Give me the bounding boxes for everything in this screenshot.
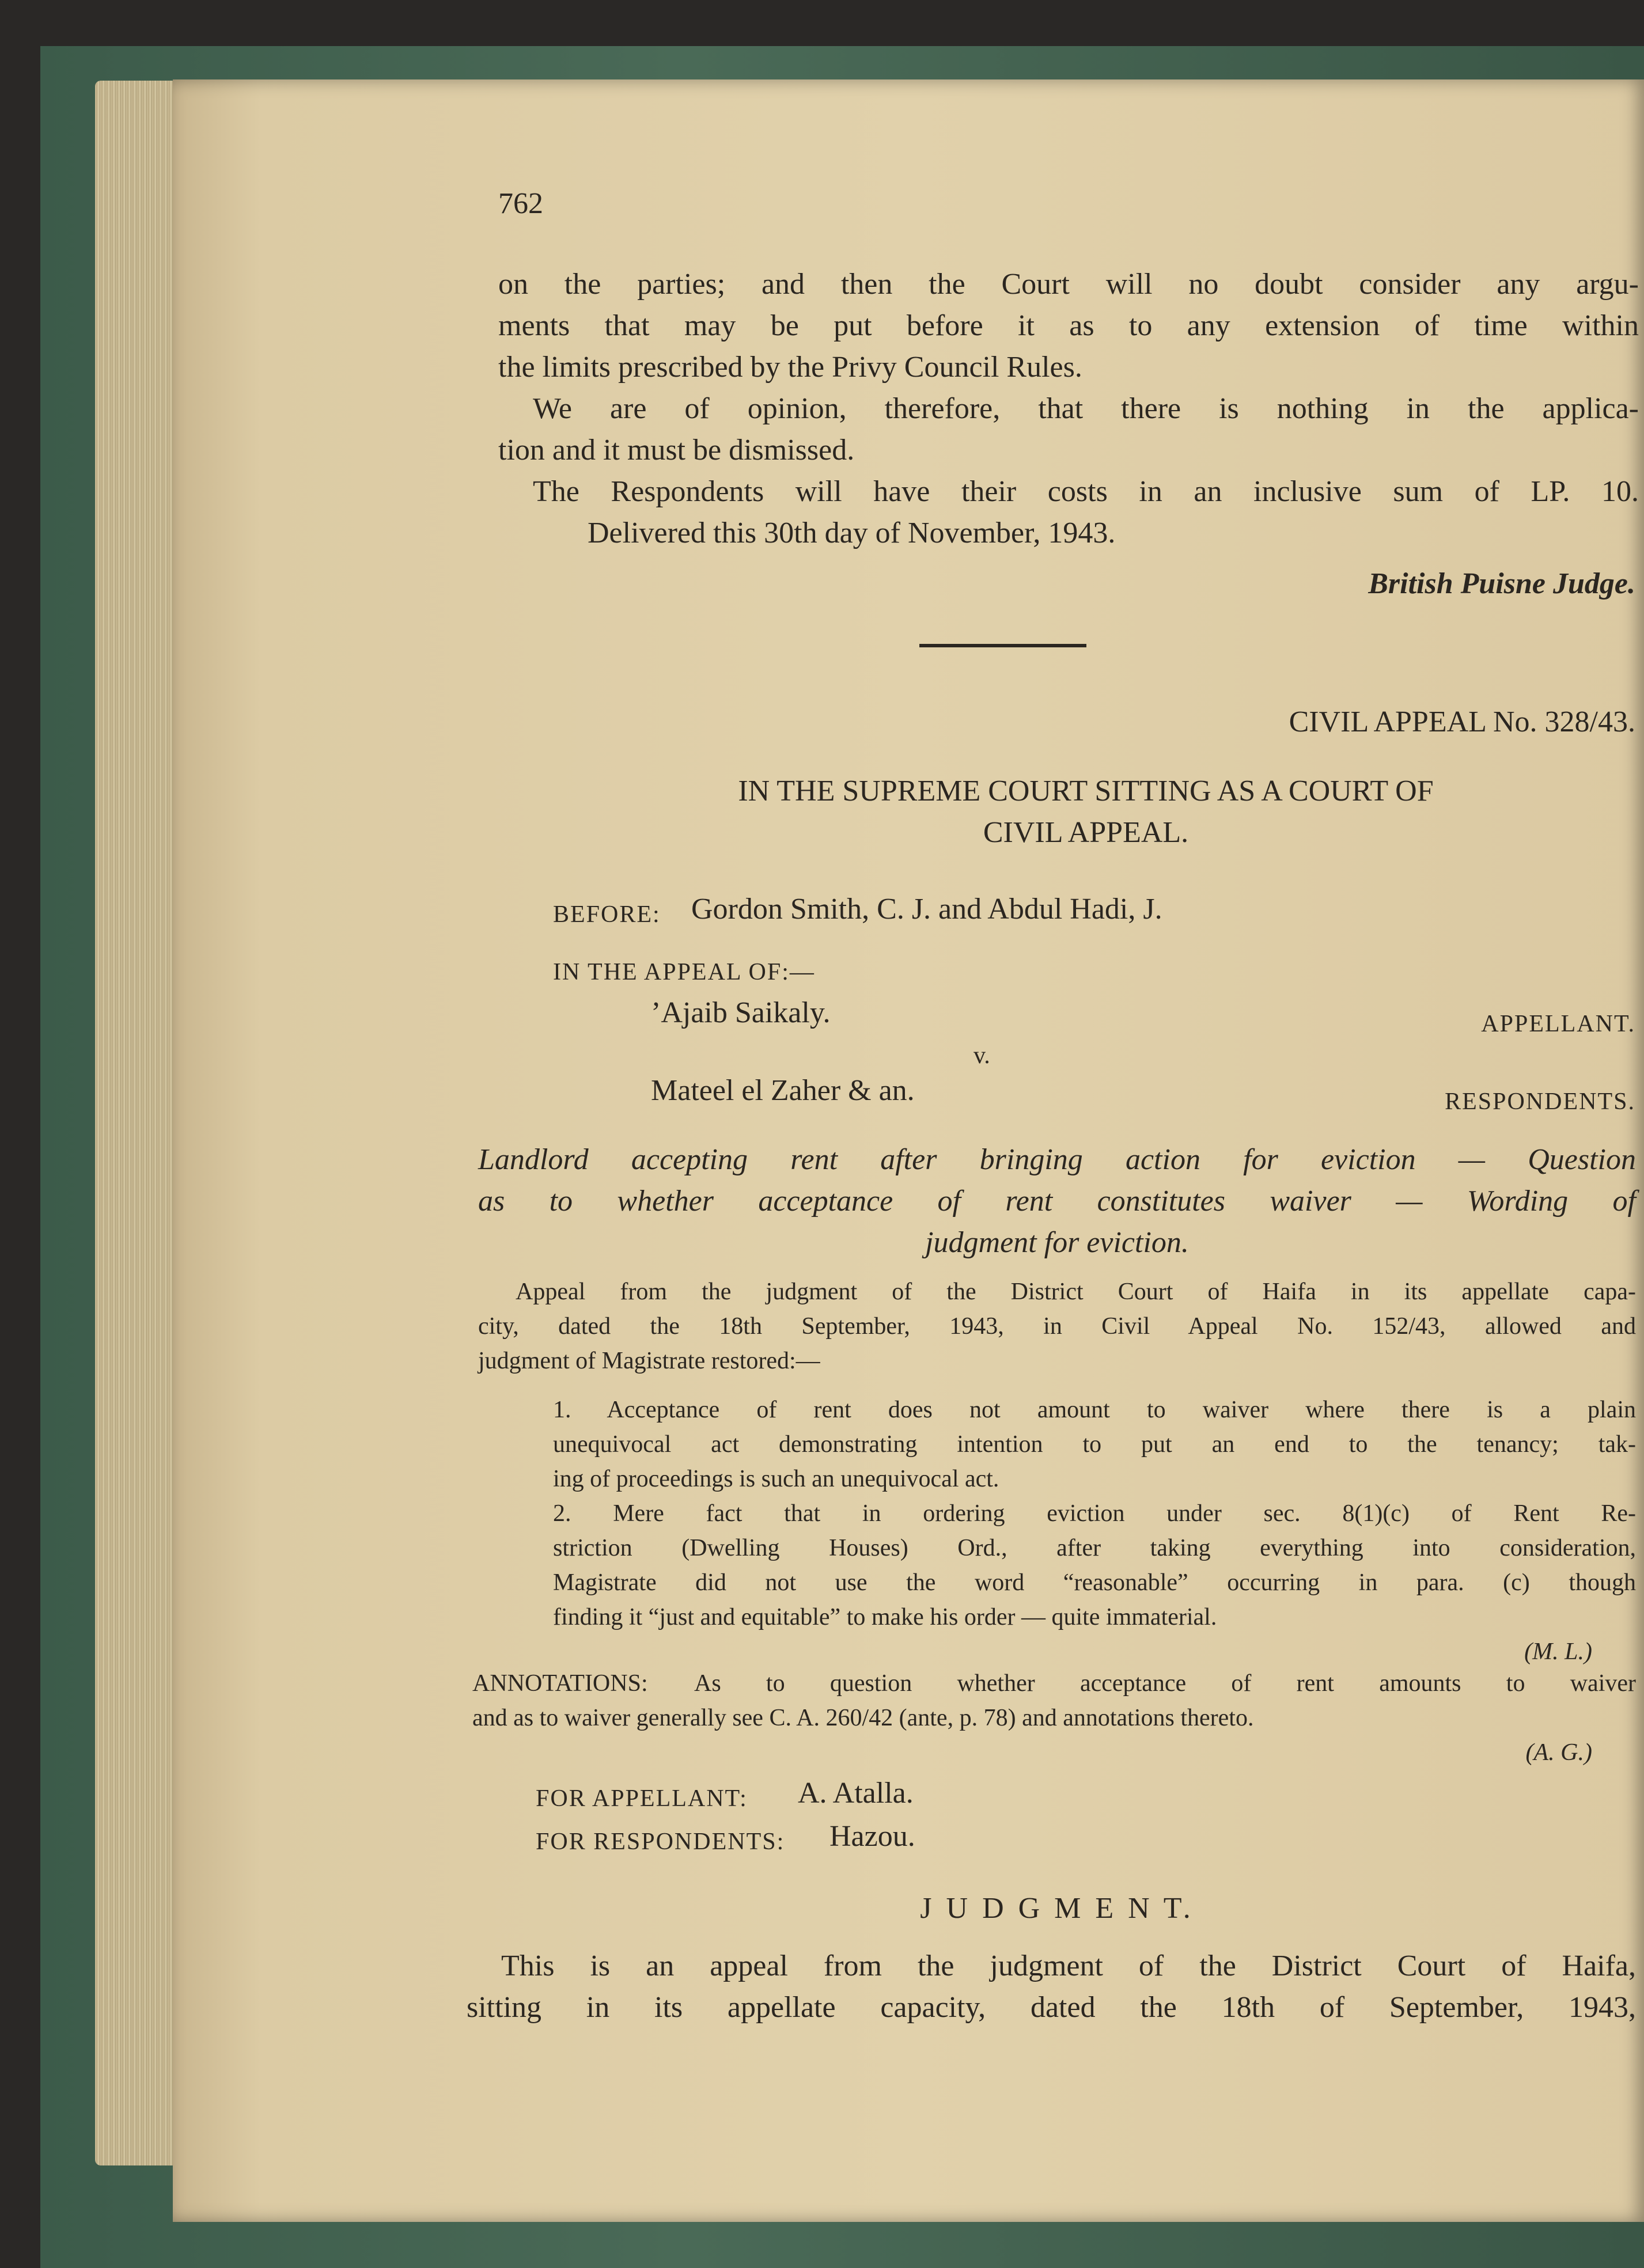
opening-line-3: the limits prescribed by the Privy Council Rules. (498, 351, 1082, 384)
counsel-appellant-name: A. Atalla. (798, 1777, 914, 1810)
book-page (173, 79, 1644, 2222)
point1-line-3: ing of proceedings is such an unequivocal act. (553, 1466, 999, 1492)
annotations-line-2: and as to waiver generally see C. A. 260/42 (ante, p. 78) and annotations thereto. (472, 1705, 1254, 1731)
annotations-line-1: As to question whether acceptance of rent amounts to waiver (694, 1670, 1636, 1697)
delivered-line: Delivered this 30th day of November, 1943. (588, 517, 1116, 549)
respondent-name: Mateel el Zaher & an. (651, 1074, 915, 1107)
before-judges: Gordon Smith, C. J. and Abdul Hadi, J. (691, 893, 1162, 926)
judgment-heading: J U D G M E N T. (920, 1892, 1194, 1925)
summary-line-3: judgment of Magistrate restored:— (478, 1348, 820, 1374)
point2-line-2: striction (Dwelling Houses) Ord., after taking everything into consideration, (553, 1535, 1636, 1561)
headnote-line-1: Landlord accepting rent after bringing action for eviction — Question (478, 1143, 1636, 1176)
judgment-line-2: sitting in its appellate capacity, dated the 18th of September, 1943, (467, 1991, 1636, 2024)
initials-ml: (M. L.) (1524, 1639, 1592, 1665)
counsel-appellant-label: FOR APPELLANT: (536, 1785, 748, 1812)
counsel-respondents-name: Hazou. (829, 1820, 915, 1853)
opening-line-5: tion and it must be dismissed. (498, 434, 855, 467)
signature: British Puisne Judge. (1368, 567, 1635, 600)
case-number: CIVIL APPEAL No. 328/43. (1289, 706, 1635, 738)
judgment-line-1: This is an appeal from the judgment of the District Court of Haifa, (501, 1950, 1636, 1982)
opening-line-2: ments that may be put before it as to any extension of time within (498, 309, 1639, 342)
headnote-line-2: as to whether acceptance of rent constitutes waiver — Wording of (478, 1185, 1636, 1218)
point2-line-1: 2. Mere fact that in ordering eviction under sec. 8(1)(c) of Rent Re- (553, 1500, 1636, 1527)
initials-ag: (A. G.) (1525, 1739, 1592, 1766)
appeal-of-label: IN THE APPEAL OF:— (553, 959, 815, 985)
headnote-line-3: judgment for eviction. (925, 1226, 1189, 1259)
page-number: 762 (498, 187, 543, 220)
counsel-respondents-label: FOR RESPONDENTS: (536, 1829, 785, 1855)
opening-line-4: We are of opinion, therefore, that there is nothing in the applica- (533, 392, 1639, 425)
court-title-line-2: CIVIL APPEAL. (983, 816, 1189, 849)
summary-line-1: Appeal from the judgment of the District Court of Haifa in its appellate capa- (516, 1279, 1636, 1305)
appellant-label: APPELLANT. (1481, 1011, 1635, 1037)
annotations-label: ANNOTATIONS: (472, 1670, 648, 1697)
court-title-line-1: IN THE SUPREME COURT SITTING AS A COURT OF (738, 775, 1434, 807)
point1-line-1: 1. Acceptance of rent does not amount to waiver where there is a plain (553, 1397, 1636, 1423)
point1-line-2: unequivocal act demonstrating intention to put an end to the tenancy; tak- (553, 1431, 1636, 1458)
before-label: BEFORE: (553, 901, 661, 928)
respondent-label: RESPONDENTS. (1445, 1089, 1635, 1115)
appellant-name: ’Ajaib Saikaly. (651, 996, 831, 1029)
point2-line-3: Magistrate did not use the word “reasonable” occurring in para. (c) though (553, 1569, 1636, 1596)
opening-line-6: The Respondents will have their costs in an inclusive sum of LP. 10. (533, 475, 1639, 508)
opening-line-1: on the parties; and then the Court will no doubt consider any argu- (498, 268, 1639, 301)
summary-line-2: city, dated the 18th September, 1943, in Civil Appeal No. 152/43, allowed and (478, 1313, 1636, 1340)
section-divider (919, 644, 1086, 647)
versus: v. (973, 1042, 990, 1069)
point2-line-4: finding it “just and equitable” to make his order — quite immaterial. (553, 1604, 1217, 1630)
